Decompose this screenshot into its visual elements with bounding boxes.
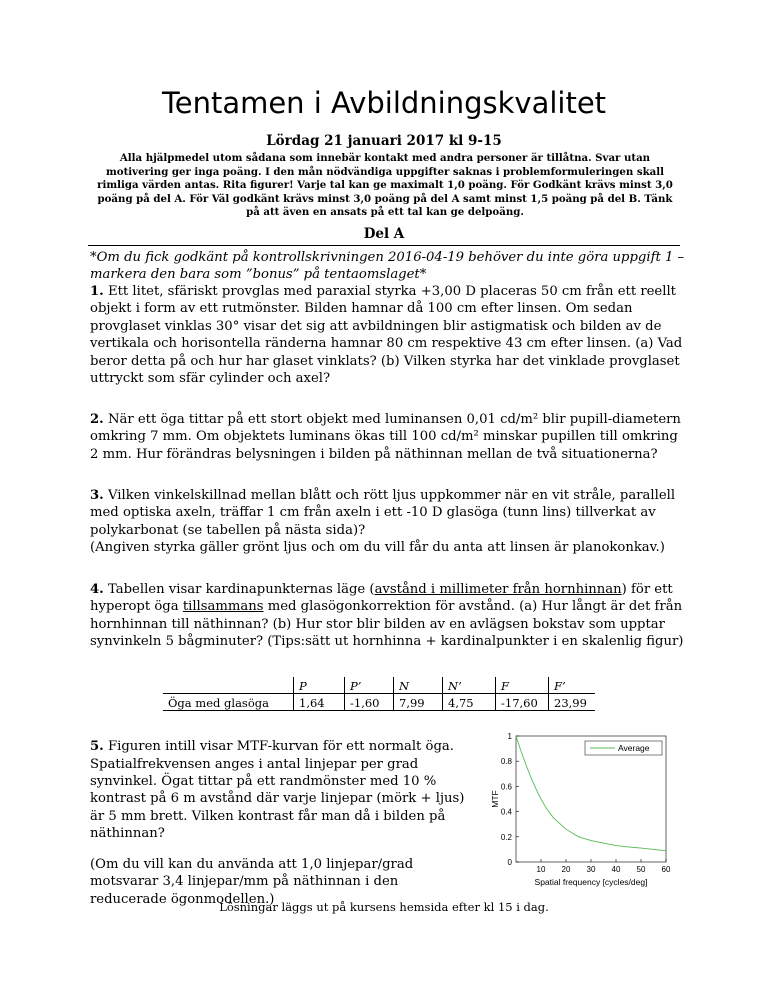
table-header-cell: P: [294, 677, 345, 694]
underlined-phrase: avstånd i millimeter från hornhinnan: [374, 582, 622, 597]
question-number: 3.: [90, 488, 104, 503]
table-cell: -1,60: [345, 694, 394, 711]
question-1: [90, 283, 690, 387]
bonus-note: *Om du fick godkänt på kontrollskrivningen 2016-04-19 behöver du inte göra uppgift 1 – markera den bara som ”bonus” på tentaomslaget*: [90, 250, 685, 283]
x-tick-label: 30: [586, 865, 596, 874]
question-number: 2.: [90, 412, 104, 427]
question-5: [90, 725, 475, 921]
table-cell: Öga med glasöga: [163, 694, 294, 711]
exam-instructions: Alla hjälpmedel utom sådana som innebär kontakt med andra personer är tillåtna. Svar utan motivering ger inga poäng. I den mån nödvändiga uppgifter saknas i problemformuleringen skall rimliga värden antas. Rita figurer! Varje tal kan ge maximalt 1,0 poäng. För Godkänt krävs minst 3,0 poäng på del A. För Väl godkänt krävs minst 3,0 poäng på del A samt minst 1,5 poäng på del B. Tänk på att även en ansats på ett tal kan ge delpoäng.: [97, 152, 673, 219]
question-text-part: med glasögonkorrektion för avstånd. (a) Hur långt är det från hornhinnan till näthinnan? (b) Hur stor blir bilden av en avlägsen bokstav som upptar synvinkeln 5 bågminuter? (Tips:sätt ut hornhinna + kardinalpunkter i en skalenlig figur): [90, 599, 684, 650]
question-text: Figuren intill visar MTF-kurvan för ett normalt öga. Spatialfrekvensen anges i antal linjepar per grad synvinkel. Ögat tittar på ett randmönster med 10 % kontrast på 6 m avstånd där varje linjepar (mörk + ljus) är 5 mm brett. Vilken kontrast får man då i bilden på näthinnan?: [90, 739, 465, 842]
y-tick-label: 0.8: [500, 757, 512, 767]
table-header-cell: F: [496, 677, 549, 694]
table-header-row: [163, 677, 595, 694]
y-tick-label: 0.2: [500, 832, 512, 842]
section-heading: Del A: [363, 226, 405, 242]
question-4: [90, 581, 690, 651]
table-cell: 1,64: [294, 694, 345, 711]
underlined-phrase: tillsammans: [182, 599, 264, 615]
x-tick-label: 60: [661, 865, 671, 874]
table-cell: 4,75: [443, 694, 496, 711]
table-row: [163, 694, 595, 711]
question-3: [90, 487, 690, 557]
mtf-chart: [486, 728, 676, 888]
exam-title: Tentamen i Avbildningskvalitet: [161, 86, 607, 120]
table-cell: 23,99: [549, 694, 596, 711]
table-header-cell: F’: [549, 677, 596, 694]
section-divider: [88, 245, 680, 246]
y-axis-label: MTF: [490, 790, 500, 808]
x-tick-label: 20: [561, 865, 571, 874]
question-text-part: Tabellen visar kardinapunkternas läge (: [107, 582, 375, 597]
question-note: (Om du vill kan du använda att 1,0 linjepar/grad motsvarar 3,4 linjepar/mm på näthinnan i den reducerade ögonmodellen.): [90, 856, 414, 907]
x-tick-label: 50: [636, 865, 646, 874]
question-note: (Angiven styrka gäller grönt ljus och om du vill får du anta att linsen är planokonkav.): [90, 540, 665, 556]
question-number: 4.: [90, 582, 104, 597]
y-tick-label: 0: [507, 858, 512, 867]
footer-note: Lösningar läggs ut på kursens hemsida efter kl 15 i dag.: [219, 900, 549, 914]
table-header-cell: N: [394, 677, 443, 694]
y-tick-label: 0.6: [500, 782, 512, 792]
x-axis-ticks: [537, 859, 671, 874]
x-tick-label: 40: [611, 865, 621, 874]
legend-label: Average: [618, 743, 650, 753]
question-number: 5.: [90, 739, 104, 755]
y-tick-label: 1: [507, 732, 512, 741]
y-tick-label: 0.4: [500, 807, 512, 817]
question-2: [90, 411, 690, 463]
question-text: Vilken vinkelskillnad mellan blått och rött ljus uppkommer när en vit stråle, parallell med optiska axeln, träffar 1 cm från axeln i ett -10 D glasöga (tunn lins) tillverkat av polykarbonat (se tabellen på nästa sida)?: [90, 488, 676, 538]
question-number: 1.: [90, 284, 104, 299]
table-header-cell: P’: [345, 677, 394, 694]
table-cell: 7,99: [394, 694, 443, 711]
x-tick-label: 10: [536, 865, 546, 874]
question-text: Ett litet, sfäriskt provglas med paraxial styrka +3,00 D placeras 50 cm från ett reellt objekt i form av ett rutmönster. Bilden hamnar då 100 cm efter linsen. Om sedan provglaset vinklas 30° visar det sig att avbildningen blir astigmatisk och bilden av de vertikala och horisontella ränderna hamnar 80 cm respektive 43 cm efter linsen. (a) Vad beror detta på och hur har glaset vinklats? (b) Vilken styrka har det vinklade provglaset uttryckt som sfär cylinder och axel?: [90, 284, 683, 387]
question-text-part: ) för ett hyperopt öga: [90, 582, 673, 615]
table-cell: -17,60: [496, 694, 549, 711]
table-header-cell: N’: [443, 677, 496, 694]
x-axis-label: Spatial frequency [cycles/deg]: [534, 877, 648, 887]
exam-date: Lördag 21 januari 2017 kl 9-15: [266, 133, 502, 149]
table-header-cell: [163, 677, 294, 694]
cardinal-points-table: [163, 677, 595, 711]
question-text: När ett öga tittar på ett stort objekt med luminansen 0,01 cd/m² blir pupill-diametern omkring 7 mm. Om objektets luminans ökas till 100 cd/m² minskar pupillen till omkring 2 mm. Hur förändras belysningen i bilden på näthinnan mellan de två situationerna?: [90, 412, 681, 462]
